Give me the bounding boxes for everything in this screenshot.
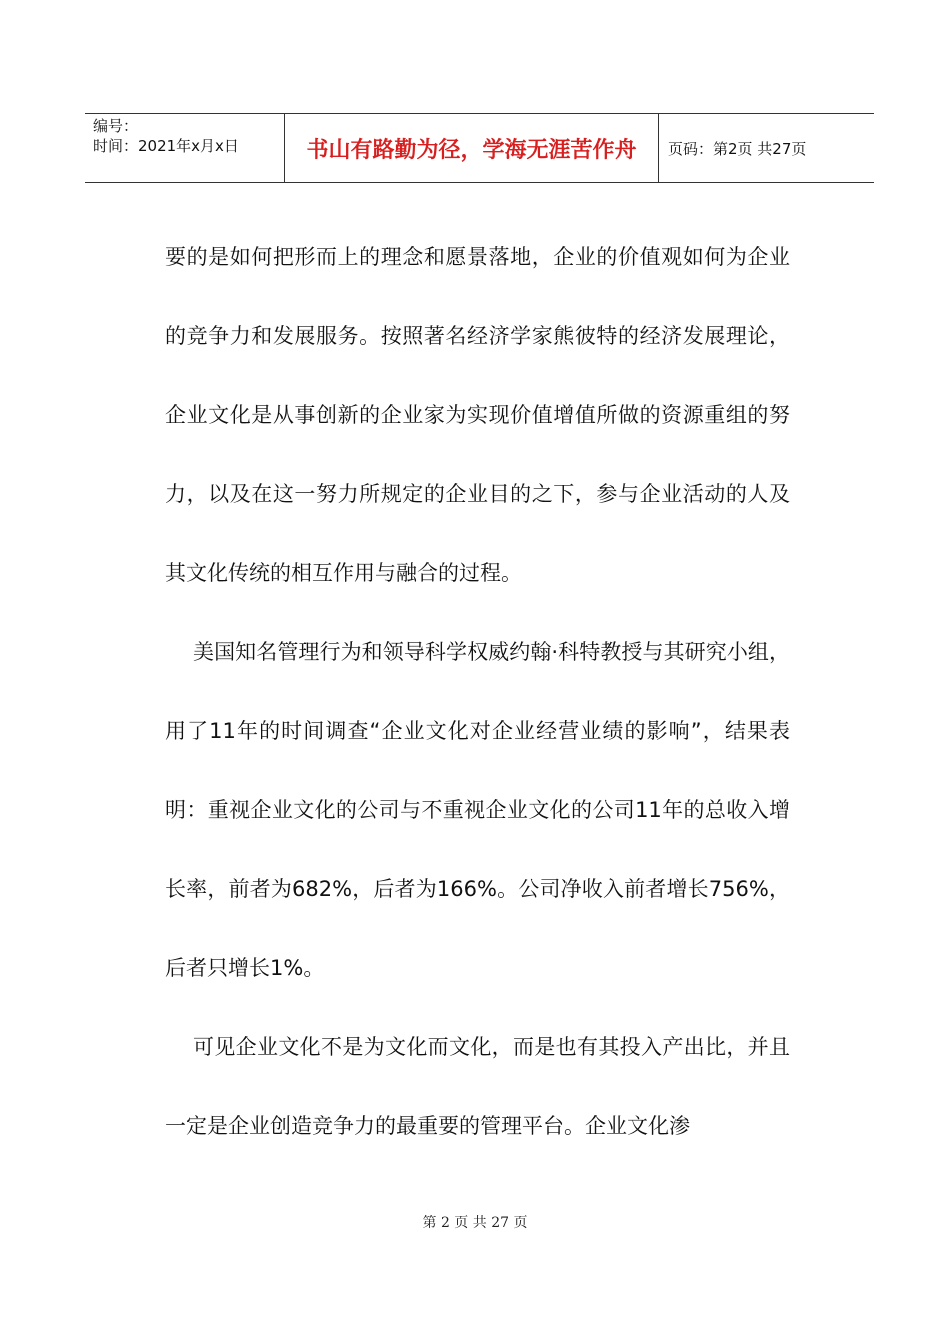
page-header	[85, 113, 874, 183]
paragraph: 要的是如何把形而上的理念和愿景落地，企业的价值观如何为企业的竞争力和发展服务。按照著名经济学家熊彼特的经济发展理论，企业文化是从事创新的企业家为实现价值增值所做的资源重组的努力，以及在这一努力所规定的企业目的之下，参与企业活动的人及其文化传统的相互作用与融合的过程。	[165, 245, 790, 585]
header-divider	[658, 114, 659, 182]
document-body	[165, 218, 790, 1166]
header-meta	[93, 116, 283, 156]
paragraph: 美国知名管理行为和领导科学权威约翰·科特教授与其研究小组，用了11年的时间调查“企业文化对企业经营业绩的影响”，结果表明：重视企业文化的公司与不重视企业文化的公司11年的总收入增长率，前者为682%，后者为166%。公司净收入前者增长756%，后者只增长1%。	[165, 640, 790, 980]
number-label: 编号：	[93, 117, 139, 135]
page-footer: 第 2 页 共 27 页	[422, 1215, 528, 1231]
paragraph: 可见企业文化不是为文化而文化，而是也有其投入产出比，并且一定是企业创造竞争力的最重要的管理平台。企业文化渗	[165, 1035, 790, 1138]
header-page-info: 页码：第2页 共27页	[668, 139, 807, 158]
time-label: 时间：2021年x月x日	[93, 137, 239, 155]
header-motto: 书山有路勤为径，学海无涯苦作舟	[306, 137, 637, 163]
